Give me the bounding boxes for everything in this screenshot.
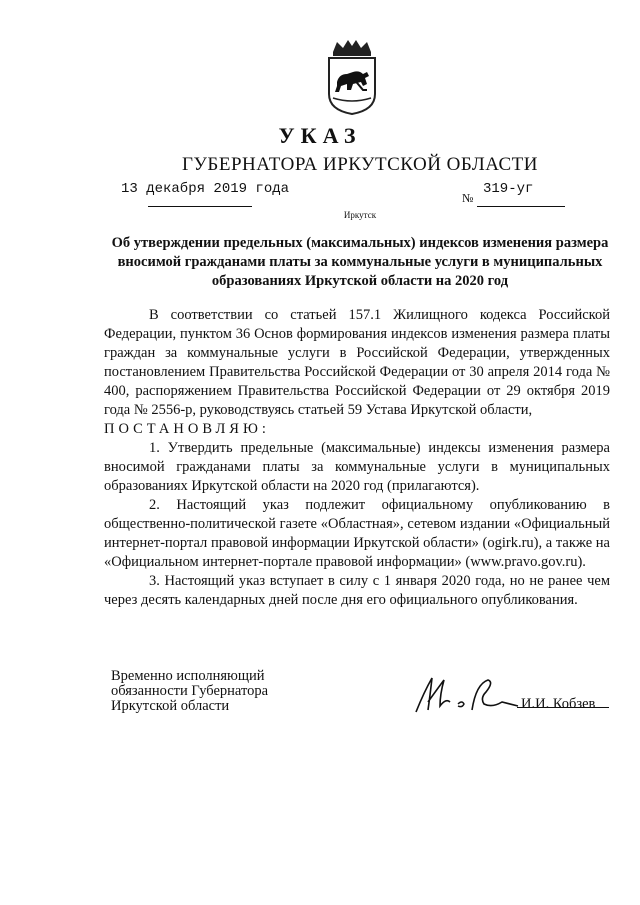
coat-of-arms-icon [323, 38, 381, 116]
decree-item-1: 1. Утвердить предельные (максимальные) индексы изменения размера вносимой гражданами платы за коммунальные услуги в муниципальных образованиях Иркутской области на 2020 год (прилагаются). [104, 440, 610, 494]
decree-item-3: 3. Настоящий указ вступает в силу с 1 января 2020 года, но не ранее чем через десять календарных дней после дня его официального опубликования. [104, 573, 610, 608]
number-sign: № [462, 191, 474, 205]
preamble-paragraph: В соответствии со статьей 157.1 Жилищного кодекса Российской Федерации, пунктом 36 Основ формирования индексов изменения размера платы граждан за коммунальные услуги в Российской Федерации, утвержденных постановлением Правительства Российской Федерации от 30 апреля 2014 года № 400, распоряжением Правительства Российской Федерации от 29 октября 2019 года № 2556-р, руководствуясь статьей 59 Устава Иркутской области, [104, 307, 610, 418]
date-underline [148, 206, 252, 207]
signatory-title-line: Иркутской области [111, 698, 230, 714]
signatory-title-line: Временно исполняющий [111, 668, 265, 684]
decree-word: ПОСТАНОВЛЯЮ: [104, 421, 270, 437]
decree-item-2: 2. Настоящий указ подлежит официальному опубликованию в общественно-политической газете «Областная», сетевом издании «Официальный интернет-портал правовой информации Иркутской области» (ogirk.ru), а также на «Официальном интернет-портале правовой информации» (www.pravo.gov.ru). [104, 497, 610, 570]
number-underline [477, 206, 565, 207]
document-date: 13 декабря 2019 года [121, 181, 290, 197]
document-title: УКАЗ [278, 123, 362, 148]
document-body [104, 306, 610, 610]
signatory-name: И.И. Кобзев [521, 696, 596, 712]
handwritten-signature [410, 672, 526, 718]
signatory-title-line: обязанности Губернатора [111, 683, 269, 699]
signatory-title [111, 669, 268, 714]
document-city: Иркутск [343, 210, 377, 220]
document-heading: Об утверждении предельных (максимальных) индексов изменения размера вносимой гражданами платы за коммунальные услуги в муниципальных образованиях Иркутской области на 2020 год [111, 235, 609, 289]
signatory-name-strike [517, 707, 609, 708]
document-subtitle: ГУБЕРНАТОРА ИРКУТСКОЙ ОБЛАСТИ [182, 154, 538, 175]
document-number: 319-уг [483, 181, 534, 197]
